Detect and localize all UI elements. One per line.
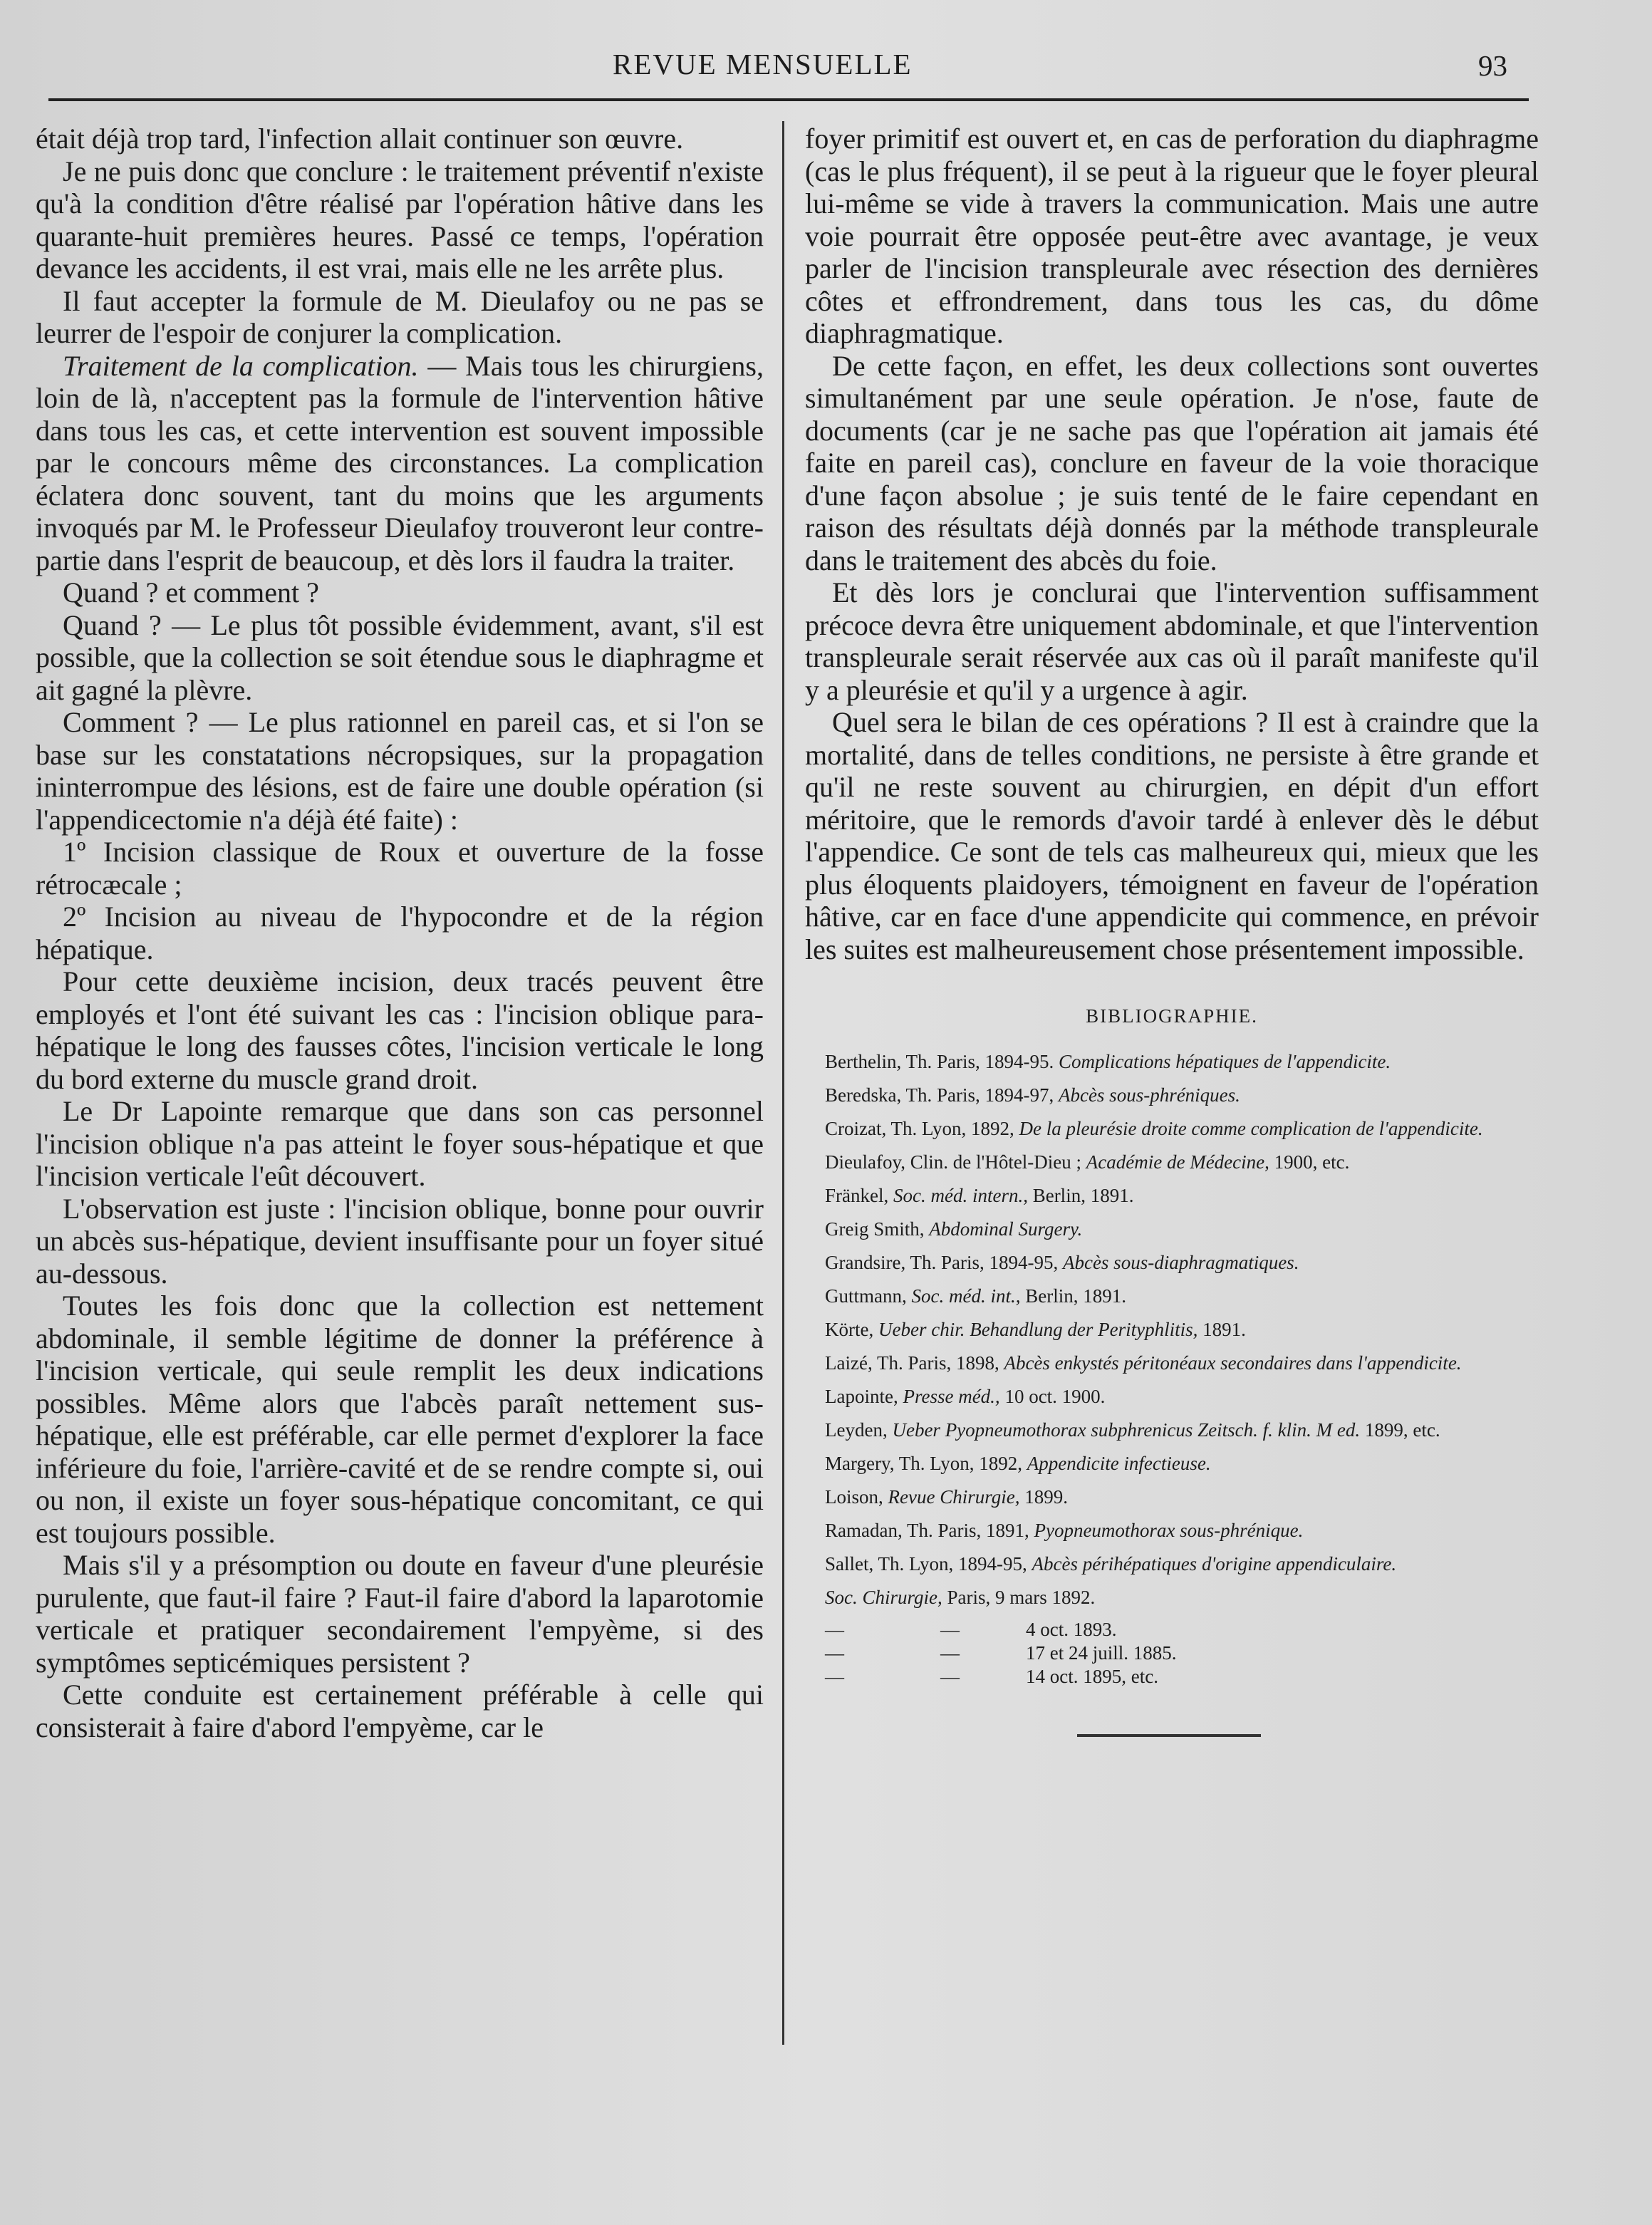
paragraph-text: Comment ? — Le plus rationnel en pareil cas, et si l'on se base sur les constatations nécropsiques, sur la propagation ininterrompue des lésions, est de faire une double opération (si l'appendicectomie n'a déjà été faite) : [36,706,764,836]
bibliography-entry [805,1484,1539,1510]
right-column-text [805,123,1539,965]
bibliography-list [805,1049,1539,1577]
bibliography-entry-author: Guttmann, [825,1285,912,1307]
bibliography-title: BIBLIOGRAPHIE. [1086,1005,1258,1027]
bibliography-entry-title: Abcès enkystés péritonéaux secondaires dans l'appendicite. [1004,1352,1462,1374]
paragraph-text: Je ne puis donc que conclure : le traitement préventif n'existe qu'à la condition d'être réalisé par l'opération hâtive dans les quarante-huit premières heures. Passé ce temps, l'opération devance les accidents, il est vrai, mais elle ne les arrête plus. [36,155,764,284]
bibliography-entry [805,1451,1539,1476]
bibliography-ditto-row [805,1618,1539,1641]
paragraph [36,1095,764,1193]
bibliography-entry-title: Abdominal Surgery. [929,1218,1083,1240]
paragraph-text: était déjà trop tard, l'infection allait continuer son œuvre. [36,123,684,155]
paragraph-text: Pour cette deuxième incision, deux tracés peuvent être employés et l'ont été suivant les cas : l'incision oblique para-hépatique le long des fausses côtes, l'incision verticale le long du bord externe du muscle grand droit. [36,965,764,1095]
bibliography-entry-title: Académie de Médecine, [1086,1151,1269,1173]
paragraph-text: Quand ? — Le plus tôt possible évidemment, avant, s'il est possible, que la collection se soit étendue sous le diaphragme et ait gagné la plèvre. [36,608,764,706]
paragraph [36,1549,764,1679]
bibliography-entry [805,1082,1539,1108]
bibliography-entry-title: Presse méd., [903,1386,1000,1407]
bibliography-entry-author: Grandsire, Th. Paris, 1894-95, [825,1252,1063,1273]
paragraph-text: Quel sera le bilan de ces opérations ? Il est à craindre que la mortalité, dans de telles conditions, ne persiste à être grande et qu'il ne reste souvent au chirurgien, en dépit d'un effort méritoire, que le remords d'avoir tardé à enlever dès le début l'appendice. Ce sont de tels cas malheureux qui, mieux que les plus éloquents plaidoyers, témoignent en faveur de l'opération hâtive, car en face d'une appendicite qui commence, en prévoir les suites est malheureusement chose présentement impossible. [805,706,1539,965]
bibliography-entry [805,1049,1539,1074]
bibliography-entry-author: Beredska, Th. Paris, 1894-97, [825,1084,1059,1106]
paragraph [36,1679,764,1743]
paragraph [36,1290,764,1549]
bibliography-entry-soc-chirurgie [805,1585,1539,1610]
bibliography [805,1005,1539,1737]
paragraph [805,123,1539,350]
bibliography-entry-detail: 1899, etc. [1360,1419,1440,1441]
header-rule [48,98,1529,101]
paragraph-heading: Traitement de la complication. [63,349,419,382]
bibliography-ditto-row [805,1641,1539,1665]
paragraph-text: Cette conduite est certainement préférable à celle qui consisterait à faire d'abord l'empyème, car le [36,1679,764,1743]
bibliography-entry-author: Greig Smith, [825,1218,930,1240]
ditto-mark: — [825,1642,844,1664]
paragraph [805,706,1539,965]
bibliography-entry [805,1149,1539,1175]
bibliography-entry-title: Abcès périhépatiques d'origine appendiculaire. [1032,1553,1397,1575]
bibliography-entry-detail: 1899. [1019,1486,1068,1508]
bibliography-entry [805,1116,1539,1141]
bibliography-entry-title: Abcès sous-phréniques. [1058,1084,1240,1106]
paragraph [36,123,764,155]
bibliography-entry-title: Soc. méd. int., [911,1285,1021,1307]
bibliography-soc-rows [805,1618,1539,1689]
bibliography-entry-author: Croizat, Th. Lyon, 1892, [825,1118,1019,1139]
ditto-date: 4 oct. 1893. [1026,1619,1117,1640]
end-rule [1077,1734,1261,1737]
bibliography-entry-detail: 1891. [1198,1319,1246,1340]
paragraph [36,576,764,609]
bibliography-entry-title: Abcès sous-diaphragmatiques. [1062,1252,1299,1273]
paragraph [36,609,764,707]
bibliography-entry [805,1384,1539,1409]
bibliography-entry-author: Fränkel, [825,1185,893,1206]
ditto-mark: — [940,1666,960,1687]
paragraph [36,285,764,350]
bibliography-entry-author: Loison, [825,1486,888,1508]
paragraph-text: Et dès lors je conclurai que l'intervention suffisamment précoce devra être uniquement abdominale, et que l'intervention transpleurale serait réservée aux cas où il paraît manifeste qu'il y a pleurésie et qu'il y a urgence à agir. [805,576,1539,706]
paragraph [36,1193,764,1290]
paragraph [805,576,1539,706]
bibliography-entry-title: Ueber Pyopneumothorax subphrenicus Zeitsch. f. klin. M ed. [892,1419,1361,1441]
ditto-date: 17 et 24 juill. 1885. [1026,1642,1177,1664]
bibliography-entry-author: Leyden, [825,1419,893,1441]
bibliography-entry-date: Paris, 9 mars 1892. [942,1587,1096,1608]
ditto-date: 14 oct. 1895, etc. [1026,1666,1158,1687]
paragraph-text: Il faut accepter la formule de M. Dieulafoy ou ne pas se leurrer de l'espoir de conjurer la complication. [36,284,764,349]
bibliography-entry-title: Revue Chirurgie, [888,1486,1020,1508]
bibliography-entry-detail: 1900, etc. [1269,1151,1350,1173]
bibliography-ditto-row [805,1665,1539,1689]
bibliography-entry [805,1551,1539,1577]
bibliography-entry [805,1283,1539,1309]
bibliography-entry [805,1350,1539,1376]
paragraph-text: De cette façon, en effet, les deux collections sont ouvertes simultanément par une seule opération. Je n'ose, faute de documents (car je ne sache pas que l'opération ait jamais été faite en pareil cas), conclure en faveur de la voie thoracique d'une façon absolue ; je suis tenté de le faire cependant en raison des résultats déjà donnés par la méthode transpleurale dans le traitement des abcès du foie. [805,349,1539,576]
left-column [36,123,764,1743]
paragraph-text: L'observation est juste : l'incision oblique, bonne pour ouvrir un abcès sus-hépatique, devient insuffisante pour un foyer situé au-dessous. [36,1192,764,1290]
paragraph-text: Mais s'il y a présomption ou doute en faveur d'une pleurésie purulente, que faut-il faire ? Faut-il faire d'abord la laparotomie verticale et pratiquer secondairement l'empyème, si des symptômes septicémiques persistent ? [36,1549,764,1679]
bibliography-entry-title: Appendicite infectieuse. [1027,1453,1211,1474]
paragraph [36,706,764,836]
bibliography-entry-author: Berthelin, Th. Paris, 1894-95. [825,1051,1059,1072]
bibliography-entry-journal: Soc. Chirurgie, [825,1587,942,1608]
bibliography-entry-author: Sallet, Th. Lyon, 1894-95, [825,1553,1032,1575]
bibliography-entry-author: Ramadan, Th. Paris, 1891, [825,1520,1034,1541]
bibliography-entry [805,1183,1539,1208]
bibliography-entry-author: Laizé, Th. Paris, 1898, [825,1352,1004,1374]
paragraph [36,350,764,577]
ditto-mark: — [825,1619,844,1640]
paragraph-text: Toutes les fois donc que la collection est nettement abdominale, il semble légitime de donner la préférence à l'incision verticale, qui seule remplit les deux indications possibles. Même alors que l'abcès paraît nettement sus-hépatique, elle est préférable, car elle permet d'explorer la face inférieure du foie, l'arrière-cavité et de se rendre compte si, oui ou non, il existe un foyer sous-hépatique concomitant, ce qui est toujours possible. [36,1290,764,1549]
bibliography-entry-detail: 10 oct. 1900. [999,1386,1106,1407]
bibliography-entry [805,1518,1539,1543]
bibliography-entry-title: De la pleurésie droite comme complication de l'appendicite. [1019,1118,1483,1139]
ditto-mark: — [940,1619,960,1640]
paragraph-text: Le Dr Lapointe remarque que dans son cas personnel l'incision oblique n'a pas atteint le foyer sous-hépatique et que l'incision verticale l'eût découvert. [36,1095,764,1192]
bibliography-entry-detail: Berlin, 1891. [1027,1185,1134,1206]
paragraph-text: 2º Incision au niveau de l'hypocondre et de la région hépatique. [36,901,764,965]
bibliography-entry [805,1417,1539,1443]
bibliography-entry [805,1216,1539,1242]
paragraph-text: — Mais tous les chirurgiens, loin de là, n'acceptent pas la formule de l'intervention hâtive dans tous les cas, et cette intervention est souvent impossible par le concours même des circonstances. La complication éclatera donc souvent, tant du moins que les arguments invoqués par M. le Professeur Dieulafoy trouveront leur contre-partie dans l'esprit de beaucoup, et dès lors il faudra la traiter. [36,349,764,576]
paragraph [36,155,764,285]
bibliography-entry-detail: Berlin, 1891. [1020,1285,1126,1307]
bibliography-entry-author: Körte, [825,1319,878,1340]
bibliography-entry [805,1250,1539,1275]
bibliography-entry-title: Ueber chir. Behandlung der Perityphlitis, [878,1319,1198,1340]
page-number: 93 [1478,49,1507,82]
bibliography-entry-author: Dieulafoy, Clin. de l'Hôtel-Dieu ; [825,1151,1086,1173]
right-column [805,123,1539,1737]
running-head: REVUE MENSUELLE [613,48,913,81]
paragraph-text: foyer primitif est ouvert et, en cas de perforation du diaphragme (cas le plus fréquent), il se peut à la rigueur que le foyer pleural lui-même se vide à travers la communication. Mais une autre voie pourrait être opposée peut-être avec avantage, je veux parler de l'incision transpleurale avec résection des dernières côtes et effrondrement, dans tous les cas, du dôme diaphragmatique. [805,123,1539,349]
paragraph [36,965,764,1095]
page-header [0,41,1652,84]
ditto-mark: — [825,1666,844,1687]
bibliography-entry [805,1317,1539,1342]
bibliography-entry-author: Lapointe, [825,1386,903,1407]
column-divider [782,121,784,2045]
paragraph [805,350,1539,577]
bibliography-entry-title: Complications hépatiques de l'appendicite. [1058,1051,1391,1072]
paragraph-text: 1º Incision classique de Roux et ouverture de la fosse rétrocæcale ; [36,836,764,901]
paragraph-text: Quand ? et comment ? [63,576,319,608]
bibliography-entry-author: Margery, Th. Lyon, 1892, [825,1453,1027,1474]
bibliography-entry-title: Soc. méd. intern., [893,1185,1028,1206]
paragraph [36,836,764,901]
ditto-mark: — [940,1642,960,1664]
bibliography-entry-title: Pyopneumothorax sous-phrénique. [1034,1520,1304,1541]
paragraph [36,901,764,965]
